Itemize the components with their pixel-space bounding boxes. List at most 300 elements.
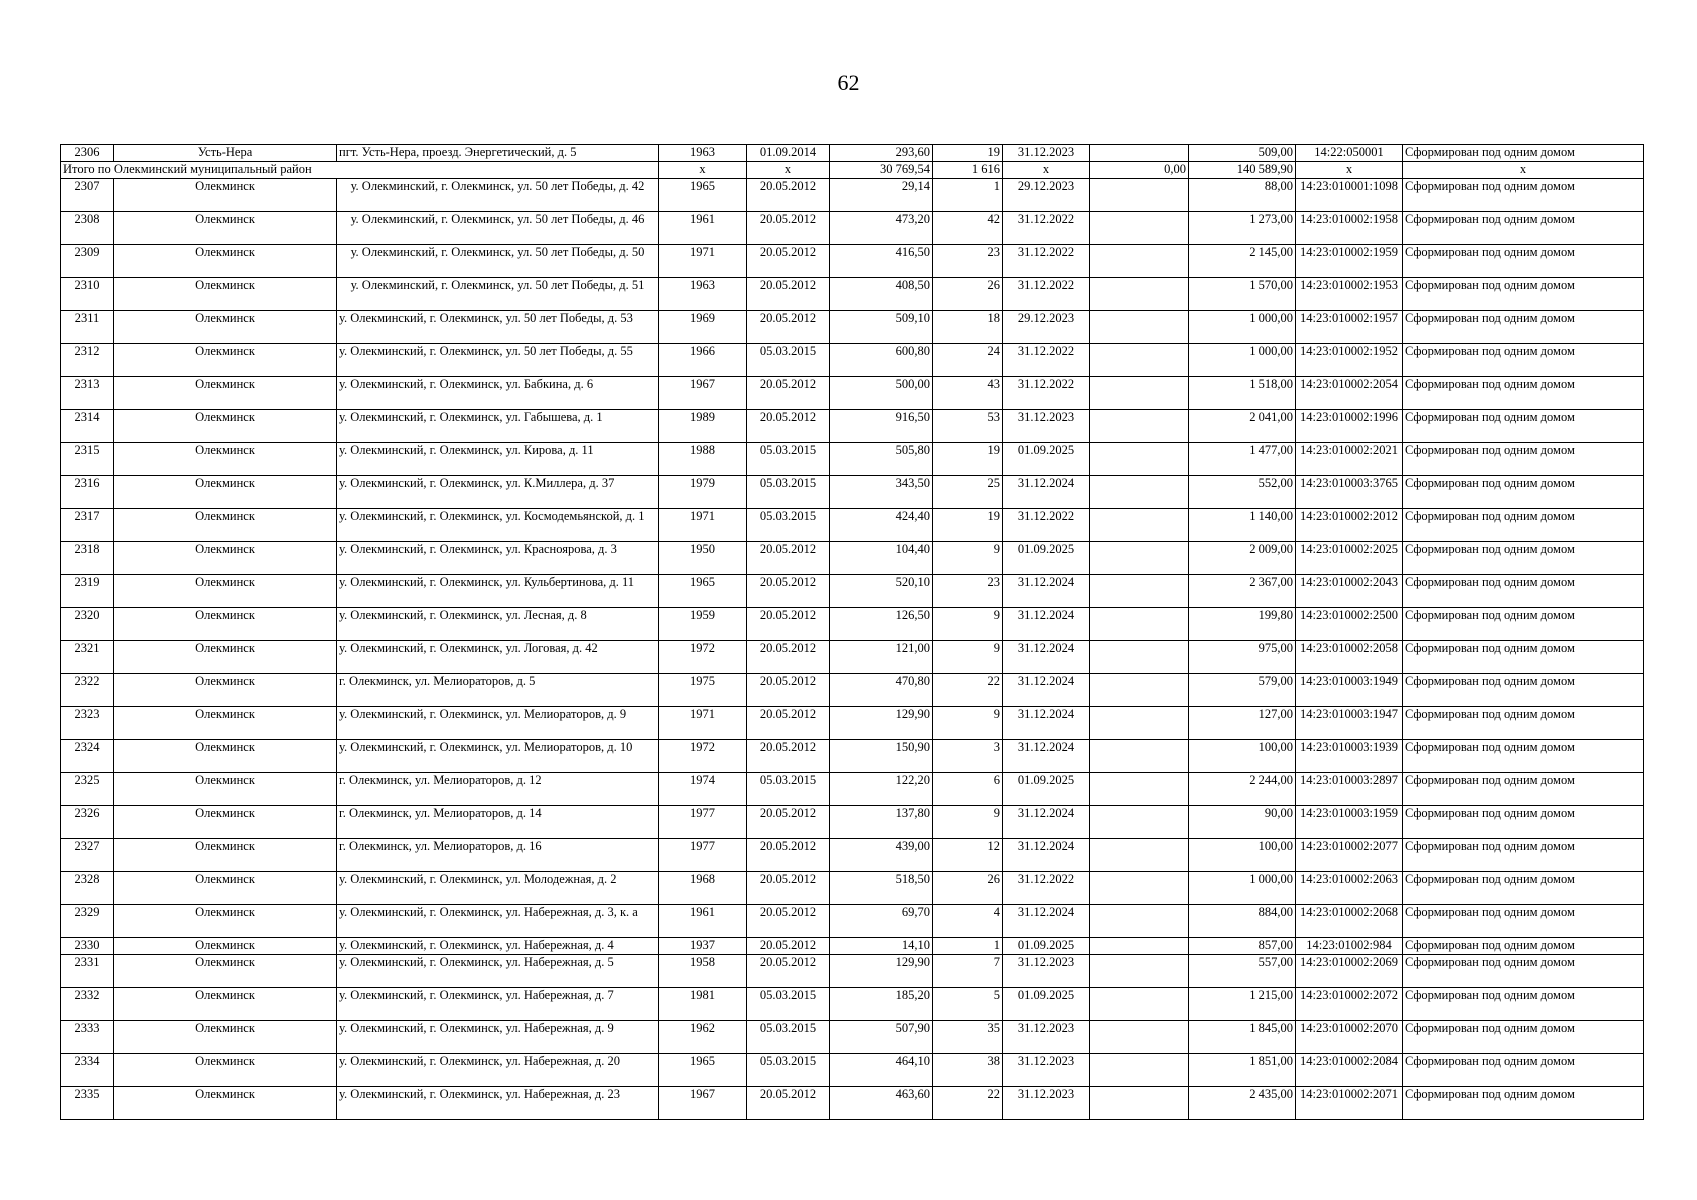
- total-term: x: [1003, 162, 1090, 179]
- row-address: у. Олекминский, г. Олекминск, ул. 50 лет Победы, д. 55: [337, 344, 659, 377]
- table-row: [61, 608, 1644, 641]
- row-count: 1: [933, 179, 1003, 212]
- row-address: у. Олекминский, г. Олекминск, ул. 50 лет Победы, д. 42: [337, 179, 659, 212]
- row-cadastral: 14:23:010002:2071: [1296, 1087, 1403, 1120]
- row-area: 600,80: [830, 344, 933, 377]
- row-year: 1968: [659, 872, 747, 905]
- row-cadastral: 14:23:01002:984: [1296, 938, 1403, 955]
- row-term: 31.12.2024: [1003, 476, 1090, 509]
- row-status: Сформирован под одним домом: [1403, 1087, 1644, 1120]
- row-status: Сформирован под одним домом: [1403, 806, 1644, 839]
- row-cadastral: 14:23:010002:2043: [1296, 575, 1403, 608]
- row-area: 104,40: [830, 542, 933, 575]
- row-year: 1961: [659, 905, 747, 938]
- row-cost: 90,00: [1189, 806, 1296, 839]
- table-row: [61, 641, 1644, 674]
- row-date: 20.05.2012: [747, 806, 830, 839]
- row-count: 26: [933, 278, 1003, 311]
- row-cost: 1 570,00: [1189, 278, 1296, 311]
- row-number: 2321: [61, 641, 114, 674]
- row-count: 9: [933, 707, 1003, 740]
- row-date: 20.05.2012: [747, 674, 830, 707]
- row-settlement: Олекминск: [114, 988, 337, 1021]
- row-area: 416,50: [830, 245, 933, 278]
- row-address: г. Олекминск, ул. Мелиораторов, д. 16: [337, 839, 659, 872]
- row-area: 916,50: [830, 410, 933, 443]
- row-number: 2309: [61, 245, 114, 278]
- row-date: 20.05.2012: [747, 608, 830, 641]
- row-address: у. Олекминский, г. Олекминск, ул. Набережная, д. 7: [337, 988, 659, 1021]
- row-address: г. Олекминск, ул. Мелиораторов, д. 5: [337, 674, 659, 707]
- row-term: 31.12.2022: [1003, 377, 1090, 410]
- row-settlement: Олекминск: [114, 509, 337, 542]
- row-address: у. Олекминский, г. Олекминск, ул. К.Миллера, д. 37: [337, 476, 659, 509]
- total-date: x: [747, 162, 830, 179]
- row-empty-cell: [1090, 145, 1189, 162]
- row-date: 20.05.2012: [747, 641, 830, 674]
- row-term: 31.12.2024: [1003, 905, 1090, 938]
- row-year: 1977: [659, 806, 747, 839]
- row-count: 7: [933, 955, 1003, 988]
- row-cadastral: 14:23:010001:1098: [1296, 179, 1403, 212]
- row-cadastral: 14:22:050001: [1296, 145, 1403, 162]
- row-empty-cell: [1090, 839, 1189, 872]
- row-term: 31.12.2024: [1003, 740, 1090, 773]
- row-year: 1965: [659, 575, 747, 608]
- row-status: Сформирован под одним домом: [1403, 509, 1644, 542]
- row-address: у. Олекминский, г. Олекминск, ул. Мелиораторов, д. 9: [337, 707, 659, 740]
- row-cost: 552,00: [1189, 476, 1296, 509]
- row-cost: 2 435,00: [1189, 1087, 1296, 1120]
- row-cadastral: 14:23:010002:2077: [1296, 839, 1403, 872]
- row-year: 1969: [659, 311, 747, 344]
- row-cost: 1 845,00: [1189, 1021, 1296, 1054]
- row-settlement: Олекминск: [114, 377, 337, 410]
- row-area: 14,10: [830, 938, 933, 955]
- row-cadastral: 14:23:010003:1939: [1296, 740, 1403, 773]
- row-settlement: Олекминск: [114, 608, 337, 641]
- row-address: у. Олекминский, г. Олекминск, ул. Набережная, д. 5: [337, 955, 659, 988]
- table-row: [61, 509, 1644, 542]
- row-status: Сформирован под одним домом: [1403, 1021, 1644, 1054]
- row-empty-cell: [1090, 245, 1189, 278]
- row-status: Сформирован под одним домом: [1403, 839, 1644, 872]
- row-empty-cell: [1090, 344, 1189, 377]
- table-row: [61, 212, 1644, 245]
- row-year: 1972: [659, 740, 747, 773]
- row-number: 2324: [61, 740, 114, 773]
- row-cost: 1 851,00: [1189, 1054, 1296, 1087]
- row-status: Сформирован под одним домом: [1403, 179, 1644, 212]
- table-row: [61, 476, 1644, 509]
- row-empty-cell: [1090, 311, 1189, 344]
- row-status: Сформирован под одним домом: [1403, 245, 1644, 278]
- table-row: [61, 905, 1644, 938]
- row-cadastral: 14:23:010002:2069: [1296, 955, 1403, 988]
- row-number: 2331: [61, 955, 114, 988]
- row-cadastral: 14:23:010002:1958: [1296, 212, 1403, 245]
- housing-registry-table: [60, 144, 1644, 1120]
- row-cost: 1 000,00: [1189, 872, 1296, 905]
- row-cadastral: 14:23:010002:2025: [1296, 542, 1403, 575]
- row-cadastral: 14:23:010003:3765: [1296, 476, 1403, 509]
- row-cost: 2 367,00: [1189, 575, 1296, 608]
- row-empty-cell: [1090, 509, 1189, 542]
- row-count: 26: [933, 872, 1003, 905]
- row-date: 20.05.2012: [747, 938, 830, 955]
- row-count: 42: [933, 212, 1003, 245]
- row-address: у. Олекминский, г. Олекминск, ул. Логовая, д. 42: [337, 641, 659, 674]
- row-number: 2333: [61, 1021, 114, 1054]
- page-number: 62: [837, 70, 860, 95]
- table-row: [61, 575, 1644, 608]
- row-cost: 857,00: [1189, 938, 1296, 955]
- row-area: 470,80: [830, 674, 933, 707]
- row-cadastral: 14:23:010002:2084: [1296, 1054, 1403, 1087]
- row-area: 122,20: [830, 773, 933, 806]
- row-area: 518,50: [830, 872, 933, 905]
- row-empty-cell: [1090, 410, 1189, 443]
- row-settlement: Олекминск: [114, 707, 337, 740]
- row-term: 29.12.2023: [1003, 311, 1090, 344]
- table-row: [61, 839, 1644, 872]
- row-cost: 100,00: [1189, 740, 1296, 773]
- row-term: 01.09.2025: [1003, 988, 1090, 1021]
- row-date: 20.05.2012: [747, 311, 830, 344]
- row-cadastral: 14:23:010003:2897: [1296, 773, 1403, 806]
- row-cadastral: 14:23:010003:1947: [1296, 707, 1403, 740]
- row-address: у. Олекминский, г. Олекминск, ул. Набережная, д. 9: [337, 1021, 659, 1054]
- row-settlement: Олекминск: [114, 410, 337, 443]
- row-year: 1971: [659, 245, 747, 278]
- row-count: 9: [933, 641, 1003, 674]
- row-settlement: Олекминск: [114, 179, 337, 212]
- row-count: 19: [933, 443, 1003, 476]
- row-year: 1972: [659, 641, 747, 674]
- row-settlement: Олекминск: [114, 575, 337, 608]
- row-year: 1962: [659, 1021, 747, 1054]
- row-count: 9: [933, 608, 1003, 641]
- row-date: 20.05.2012: [747, 839, 830, 872]
- row-year: 1979: [659, 476, 747, 509]
- total-cadastral: x: [1296, 162, 1403, 179]
- row-year: 1971: [659, 509, 747, 542]
- row-count: 24: [933, 344, 1003, 377]
- table-row: [61, 311, 1644, 344]
- row-status: Сформирован под одним домом: [1403, 443, 1644, 476]
- total-row: [61, 162, 1644, 179]
- row-term: 31.12.2022: [1003, 245, 1090, 278]
- row-cadastral: 14:23:010002:2070: [1296, 1021, 1403, 1054]
- row-cadastral: 14:23:010002:2054: [1296, 377, 1403, 410]
- row-status: Сформирован под одним домом: [1403, 476, 1644, 509]
- table-row: [61, 278, 1644, 311]
- row-date: 05.03.2015: [747, 1054, 830, 1087]
- row-address: у. Олекминский, г. Олекминск, ул. Красноярова, д. 3: [337, 542, 659, 575]
- table-row: [61, 773, 1644, 806]
- row-empty-cell: [1090, 806, 1189, 839]
- row-area: 464,10: [830, 1054, 933, 1087]
- row-year: 1966: [659, 344, 747, 377]
- row-settlement: Олекминск: [114, 641, 337, 674]
- row-number: 2335: [61, 1087, 114, 1120]
- row-year: 1958: [659, 955, 747, 988]
- row-area: 185,20: [830, 988, 933, 1021]
- table-row: [61, 1021, 1644, 1054]
- row-count: 19: [933, 509, 1003, 542]
- row-settlement: Олекминск: [114, 476, 337, 509]
- table-row: [61, 955, 1644, 988]
- row-address: у. Олекминский, г. Олекминск, ул. Космодемьянской, д. 1: [337, 509, 659, 542]
- row-empty-cell: [1090, 575, 1189, 608]
- row-date: 20.05.2012: [747, 905, 830, 938]
- row-address: у. Олекминский, г. Олекминск, ул. Мелиораторов, д. 10: [337, 740, 659, 773]
- row-area: 500,00: [830, 377, 933, 410]
- row-number: 2330: [61, 938, 114, 955]
- row-empty-cell: [1090, 377, 1189, 410]
- row-settlement: Олекминск: [114, 1087, 337, 1120]
- row-term: 01.09.2025: [1003, 938, 1090, 955]
- row-count: 1: [933, 938, 1003, 955]
- row-cadastral: 14:23:010002:2063: [1296, 872, 1403, 905]
- row-cost: 1 215,00: [1189, 988, 1296, 1021]
- row-area: 408,50: [830, 278, 933, 311]
- row-empty-cell: [1090, 212, 1189, 245]
- row-number: 2313: [61, 377, 114, 410]
- row-empty-cell: [1090, 872, 1189, 905]
- row-empty-cell: [1090, 707, 1189, 740]
- row-year: 1988: [659, 443, 747, 476]
- row-cost: 579,00: [1189, 674, 1296, 707]
- row-count: 18: [933, 311, 1003, 344]
- row-empty-cell: [1090, 1021, 1189, 1054]
- row-number: 2320: [61, 608, 114, 641]
- row-count: 35: [933, 1021, 1003, 1054]
- row-empty-cell: [1090, 476, 1189, 509]
- row-empty-cell: [1090, 988, 1189, 1021]
- row-cost: 509,00: [1189, 145, 1296, 162]
- row-date: 20.05.2012: [747, 955, 830, 988]
- row-status: Сформирован под одним домом: [1403, 740, 1644, 773]
- row-cost: 557,00: [1189, 955, 1296, 988]
- row-address: пгт. Усть-Нера, проезд. Энергетический, д. 5: [337, 145, 659, 162]
- table-row: [61, 410, 1644, 443]
- row-settlement: Усть-Нера: [114, 145, 337, 162]
- row-empty-cell: [1090, 1087, 1189, 1120]
- row-address: у. Олекминский, г. Олекминск, ул. Набережная, д. 3, к. а: [337, 905, 659, 938]
- row-cost: 2 009,00: [1189, 542, 1296, 575]
- row-empty-cell: [1090, 955, 1189, 988]
- row-cadastral: 14:23:010002:2058: [1296, 641, 1403, 674]
- table-row: [61, 377, 1644, 410]
- row-cost: 2 041,00: [1189, 410, 1296, 443]
- row-status: Сформирован под одним домом: [1403, 773, 1644, 806]
- row-number: 2306: [61, 145, 114, 162]
- row-status: Сформирован под одним домом: [1403, 344, 1644, 377]
- row-address: у. Олекминский, г. Олекминск, ул. 50 лет Победы, д. 50: [337, 245, 659, 278]
- row-year: 1965: [659, 1054, 747, 1087]
- row-cost: 199,80: [1189, 608, 1296, 641]
- row-term: 31.12.2024: [1003, 641, 1090, 674]
- row-count: 9: [933, 806, 1003, 839]
- row-number: 2329: [61, 905, 114, 938]
- row-cost: 88,00: [1189, 179, 1296, 212]
- row-term: 31.12.2023: [1003, 1021, 1090, 1054]
- row-cadastral: 14:23:010002:1996: [1296, 410, 1403, 443]
- row-term: 31.12.2024: [1003, 608, 1090, 641]
- row-date: 20.05.2012: [747, 410, 830, 443]
- row-term: 01.09.2025: [1003, 443, 1090, 476]
- row-count: 38: [933, 1054, 1003, 1087]
- total-count: 1 616: [933, 162, 1003, 179]
- row-cost: 1 000,00: [1189, 344, 1296, 377]
- row-year: 1937: [659, 938, 747, 955]
- row-cost: 127,00: [1189, 707, 1296, 740]
- row-number: 2318: [61, 542, 114, 575]
- row-status: Сформирован под одним домом: [1403, 641, 1644, 674]
- row-date: 20.05.2012: [747, 542, 830, 575]
- row-number: 2316: [61, 476, 114, 509]
- row-status: Сформирован под одним домом: [1403, 905, 1644, 938]
- row-year: 1959: [659, 608, 747, 641]
- row-empty-cell: [1090, 641, 1189, 674]
- row-settlement: Олекминск: [114, 674, 337, 707]
- row-area: 69,70: [830, 905, 933, 938]
- row-cost: 1 000,00: [1189, 311, 1296, 344]
- row-count: 22: [933, 1087, 1003, 1120]
- row-area: 137,80: [830, 806, 933, 839]
- row-cost: 1 140,00: [1189, 509, 1296, 542]
- row-term: 31.12.2023: [1003, 1054, 1090, 1087]
- row-cost: 884,00: [1189, 905, 1296, 938]
- row-date: 05.03.2015: [747, 773, 830, 806]
- row-area: 520,10: [830, 575, 933, 608]
- row-number: 2323: [61, 707, 114, 740]
- row-number: 2327: [61, 839, 114, 872]
- row-number: 2311: [61, 311, 114, 344]
- row-settlement: Олекминск: [114, 1021, 337, 1054]
- row-date: 20.05.2012: [747, 740, 830, 773]
- row-date: 20.05.2012: [747, 245, 830, 278]
- row-address: у. Олекминский, г. Олекминск, ул. Бабкина, д. 6: [337, 377, 659, 410]
- row-empty-cell: [1090, 278, 1189, 311]
- row-number: 2325: [61, 773, 114, 806]
- row-term: 31.12.2024: [1003, 839, 1090, 872]
- row-area: 293,60: [830, 145, 933, 162]
- row-area: 29,14: [830, 179, 933, 212]
- row-status: Сформирован под одним домом: [1403, 938, 1644, 955]
- row-number: 2310: [61, 278, 114, 311]
- table-row: [61, 806, 1644, 839]
- row-number: 2308: [61, 212, 114, 245]
- row-term: 31.12.2022: [1003, 212, 1090, 245]
- row-area: 129,90: [830, 955, 933, 988]
- row-cost: 1 273,00: [1189, 212, 1296, 245]
- row-date: 01.09.2014: [747, 145, 830, 162]
- table-row: [61, 1087, 1644, 1120]
- row-date: 20.05.2012: [747, 575, 830, 608]
- table-row: [61, 443, 1644, 476]
- row-term: 31.12.2024: [1003, 806, 1090, 839]
- row-date: 20.05.2012: [747, 179, 830, 212]
- row-year: 1961: [659, 212, 747, 245]
- row-number: 2307: [61, 179, 114, 212]
- row-address: у. Олекминский, г. Олекминск, ул. Кирова, д. 11: [337, 443, 659, 476]
- row-settlement: Олекминск: [114, 872, 337, 905]
- row-area: 463,60: [830, 1087, 933, 1120]
- table-row: [61, 344, 1644, 377]
- row-area: 121,00: [830, 641, 933, 674]
- row-cadastral: 14:23:010003:1959: [1296, 806, 1403, 839]
- row-address: у. Олекминский, г. Олекминск, ул. 50 лет Победы, д. 46: [337, 212, 659, 245]
- row-year: 1974: [659, 773, 747, 806]
- row-area: 505,80: [830, 443, 933, 476]
- row-count: 22: [933, 674, 1003, 707]
- row-address: у. Олекминский, г. Олекминск, ул. Набережная, д. 4: [337, 938, 659, 955]
- table-row: [61, 674, 1644, 707]
- row-number: 2322: [61, 674, 114, 707]
- row-settlement: Олекминск: [114, 839, 337, 872]
- row-count: 4: [933, 905, 1003, 938]
- row-settlement: Олекминск: [114, 773, 337, 806]
- row-number: 2315: [61, 443, 114, 476]
- row-cadastral: 14:23:010002:2072: [1296, 988, 1403, 1021]
- row-term: 31.12.2024: [1003, 707, 1090, 740]
- row-cadastral: 14:23:010002:2012: [1296, 509, 1403, 542]
- row-cadastral: 14:23:010002:1957: [1296, 311, 1403, 344]
- row-cadastral: 14:23:010002:1959: [1296, 245, 1403, 278]
- row-year: 1989: [659, 410, 747, 443]
- row-cost: 1 477,00: [1189, 443, 1296, 476]
- row-empty-cell: [1090, 740, 1189, 773]
- total-sum1: 0,00: [1090, 162, 1189, 179]
- row-term: 31.12.2023: [1003, 410, 1090, 443]
- row-area: 424,40: [830, 509, 933, 542]
- total-label: Итого по Олекминский муниципальный район: [61, 162, 659, 179]
- row-year: 1967: [659, 1087, 747, 1120]
- table-row: [61, 988, 1644, 1021]
- row-number: 2332: [61, 988, 114, 1021]
- row-empty-cell: [1090, 179, 1189, 212]
- row-area: 507,90: [830, 1021, 933, 1054]
- row-number: 2326: [61, 806, 114, 839]
- row-term: 31.12.2023: [1003, 145, 1090, 162]
- row-status: Сформирован под одним домом: [1403, 311, 1644, 344]
- row-area: 150,90: [830, 740, 933, 773]
- total-cost: 140 589,90: [1189, 162, 1296, 179]
- table-row: [61, 707, 1644, 740]
- row-year: 1965: [659, 179, 747, 212]
- row-year: 1981: [659, 988, 747, 1021]
- row-date: 05.03.2015: [747, 1021, 830, 1054]
- row-year: 1977: [659, 839, 747, 872]
- row-address: г. Олекминск, ул. Мелиораторов, д. 14: [337, 806, 659, 839]
- row-area: 439,00: [830, 839, 933, 872]
- row-status: Сформирован под одним домом: [1403, 278, 1644, 311]
- row-cadastral: 14:23:010003:1949: [1296, 674, 1403, 707]
- row-count: 23: [933, 245, 1003, 278]
- row-date: 20.05.2012: [747, 872, 830, 905]
- row-settlement: Олекминск: [114, 311, 337, 344]
- row-year: 1963: [659, 278, 747, 311]
- row-count: 6: [933, 773, 1003, 806]
- row-term: 31.12.2022: [1003, 509, 1090, 542]
- total-status: x: [1403, 162, 1644, 179]
- row-area: 343,50: [830, 476, 933, 509]
- row-term: 01.09.2025: [1003, 542, 1090, 575]
- row-number: 2314: [61, 410, 114, 443]
- table-row: [61, 245, 1644, 278]
